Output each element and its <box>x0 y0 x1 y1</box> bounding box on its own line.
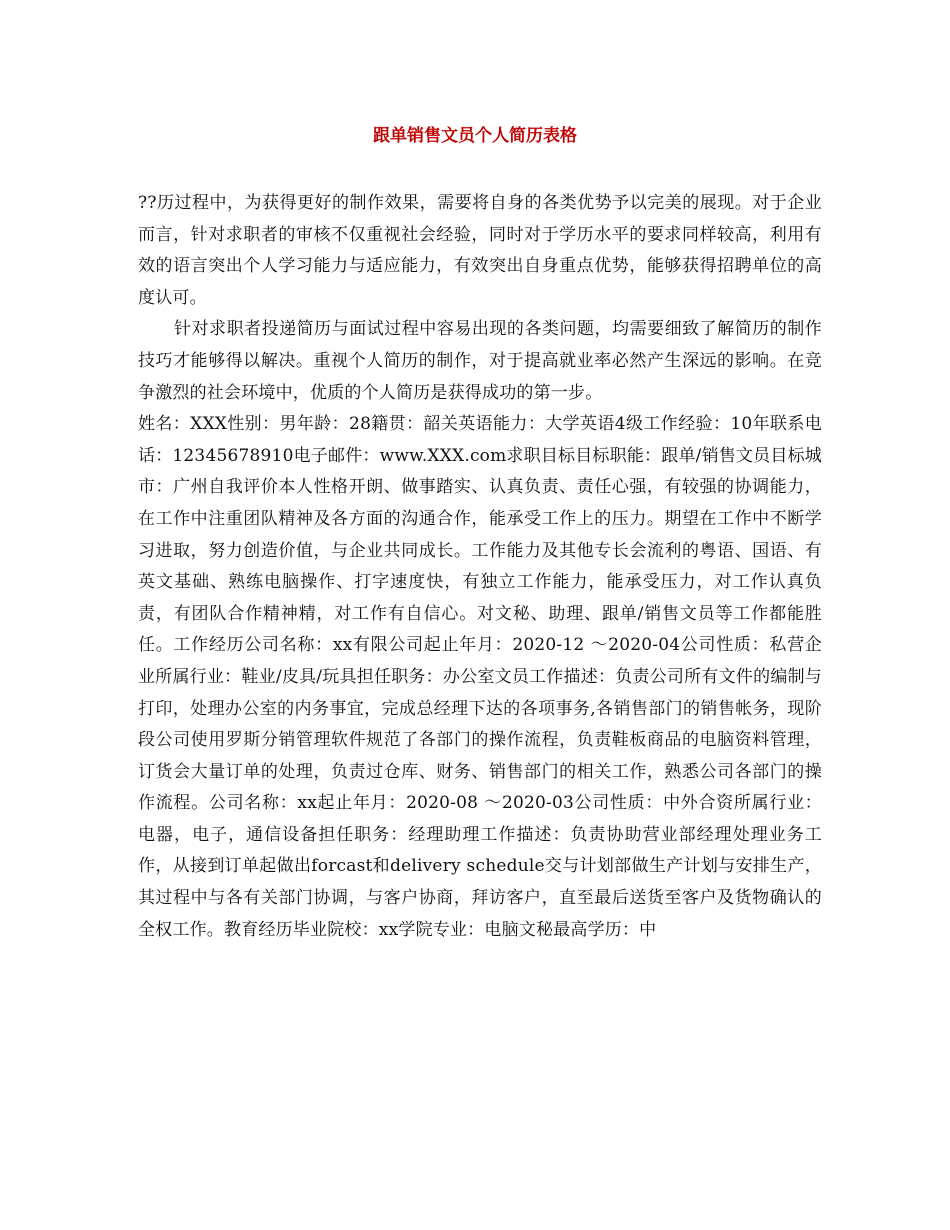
intro-paragraph: ??历过程中，为获得更好的制作效果，需要将自身的各类优势予以完美的展现。对于企业而言，针对求职者的审核不仅重视社会经验，同时对于学历水平的要求同样较高，利用有效的语言突出个人学习能力与适应能力，有效突出自身重点优势，能够获得招聘单位的高度认可。 <box>138 193 822 308</box>
resume-details-paragraph: 姓名：XXX性别：男年龄：28籍贯：韶关英语能力：大学英语4级工作经验：10年联系电话：12345678910电子邮件：www.XXX.com求职目标目标职能：跟单/销售文员目标城市：广州自我评价本人性格开朗、做事踏实、认真负责、责任心强，有较强的协调能力，在工作中注重团队精神及各方面的沟通合作，能承受工作上的压力。期望在工作中不断学习进取，努力创造价值，与企业共同成长。工作能力及其他专长会流利的粤语、国语、有英文基础、熟练电脑操作、打字速度快，有独立工作能力，能承受压力，对工作认真负责，有团队合作精神精，对工作有自信心。对文秘、助理、跟单/销售文员等工作都能胜任。工作经历公司名称：xx有限公司起止年月：2020-12 ～2020-04公司性质：私营企业所属行业：鞋业/皮具/玩具担任职务：办公室文员工作描述：负责公司所有文件的编制与打印，处理办公室的内务事宜，完成总经理下达的各项事务,各销售部门的销售帐务，现阶段公司使用罗斯分销管理软件规范了各部门的操作流程，负责鞋板商品的电脑资料管理，订货会大量订单的处理，负责过仓库、财务、销售部门的相关工作，熟悉公司各部门的操作流程。公司名称：xx起止年月：2020-08 ～2020-03公司性质：中外合资所属行业：电器，电子，通信设备担任职务：经理助理工作描述：负责协助营业部经理处理业务工作，从接到订单起做出forcast和delivery schedule交与计划部做生产计划与安排生产，其过程中与各有关部门协调，与客户协商，拜访客户，直至最后送货至客户及货物确认的全权工作。教育经历毕业院校：xx学院专业：电脑文秘最高学历：中 <box>138 414 822 940</box>
document-title: 跟单销售文员个人简历表格 <box>373 126 577 146</box>
document-body <box>138 188 822 946</box>
tips-paragraph: 针对求职者投递简历与面试过程中容易出现的各类问题，均需要细致了解简历的制作技巧才能够得以解决。重视个人简历的制作，对于提高就业率必然产生深远的影响。在竞争激烈的社会环境中，优质的个人简历是获得成功的第一步。 <box>138 319 822 403</box>
